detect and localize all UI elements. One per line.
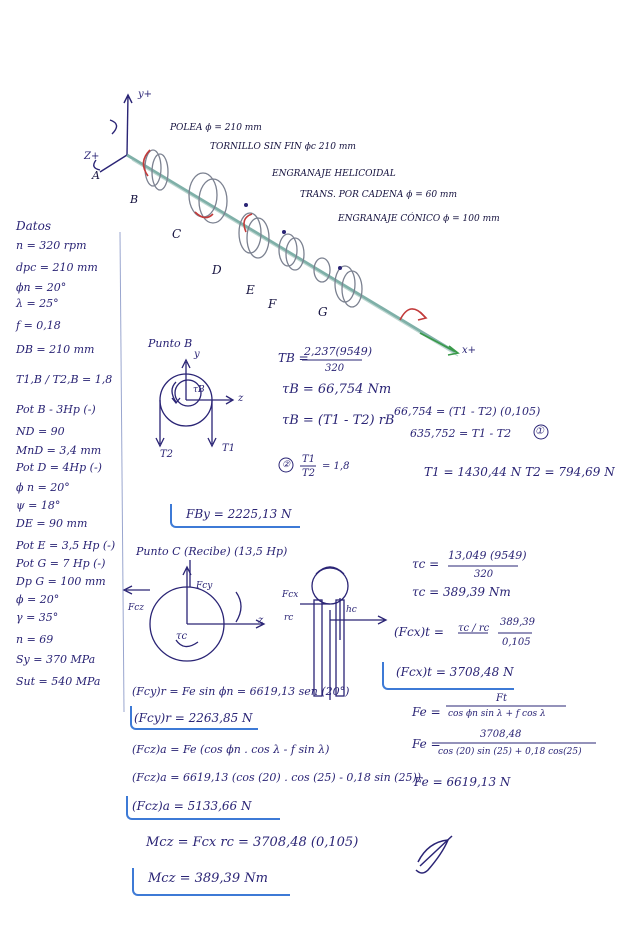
eq-tb-val: τB = 66,754 Nm <box>282 382 392 397</box>
eq-fe2-num: 3708,48 <box>480 729 522 740</box>
label-a: A <box>92 169 100 182</box>
point-c-figure-right <box>300 567 386 700</box>
eq-fcx-den: 0,105 <box>502 637 531 648</box>
datos-item: Pot G = 7 Hp (-) <box>16 557 106 570</box>
datos-item: Sy = 370 MPa <box>16 653 96 666</box>
eq-tb-num: 2,237(9549) <box>304 345 373 358</box>
chain-label: TRANS. POR CADENA ϕ = 60 mm <box>300 190 457 200</box>
b-fig-t2: T2 <box>160 449 174 460</box>
c-fig-hc: hc <box>346 605 357 615</box>
datos-item: Sut = 540 MPa <box>16 675 101 688</box>
eq-tb-lhs: TB = <box>278 351 309 365</box>
point-b-title: Punto B <box>148 337 193 350</box>
b-fig-tb: τB <box>193 385 205 395</box>
output-torque-arrow <box>400 309 424 320</box>
datos-item: Pot E = 3,5 Hp (-) <box>16 539 116 552</box>
datos-item: f = 0,18 <box>16 319 61 332</box>
eq-fe-val: Fe = 6619,13 N <box>414 775 511 789</box>
point-c-figure-left <box>124 560 264 661</box>
point-b-figure <box>156 360 233 446</box>
eq-diff: 635,752 = T1 - T2 <box>410 427 512 440</box>
datos-item: ϕ = 20° <box>16 593 60 606</box>
datos-title: Datos <box>16 219 51 233</box>
axes <box>94 95 458 356</box>
datos-item: γ = 35° <box>16 611 59 624</box>
datos-item: n = 320 rpm <box>16 239 87 252</box>
c-fig-fcz: Fcz <box>128 603 145 613</box>
label-d: D <box>212 263 222 277</box>
datos-item: Pot B - 3Hp (-) <box>16 403 96 416</box>
b-fig-y: y <box>194 349 200 360</box>
helical-label: ENGRANAJE HELICOIDAL <box>272 169 396 179</box>
eq-fcz2: (Fcz)a = 6619,13 (cos (20) . cos (25) - 0,18 sin (25)) <box>132 771 422 784</box>
label-g: G <box>318 305 328 319</box>
axis-z-line <box>100 155 127 172</box>
shaft-line <box>127 155 455 352</box>
eq-sub: 66,754 = (T1 - T2) (0,105) <box>394 405 541 418</box>
datos-item: MnD = 3,4 mm <box>16 444 102 457</box>
datos-item: T1,B / T2,B = 1,8 <box>16 373 113 386</box>
eq-fe-den: cos ϕn sin λ + f cos λ <box>448 709 546 719</box>
eq-fe2-lhs: Fe = <box>412 737 441 751</box>
b-fig-t1: T1 <box>222 443 236 454</box>
eq-tc-val: τc = 389,39 Nm <box>412 585 511 599</box>
eq-ratio-val: = 1,8 <box>322 461 350 472</box>
datos-item: dpc = 210 mm <box>16 261 98 274</box>
fby-result: FBy = 2225,13 N <box>186 507 292 521</box>
label-e: E <box>246 283 255 297</box>
worm-label: TORNILLO SIN FIN ϕc 210 mm <box>210 142 356 152</box>
c-rotation-arrow <box>236 592 241 622</box>
pulley-torque-arrow <box>143 150 150 176</box>
axis-x-line <box>420 333 456 352</box>
eq-fe-num: Ft <box>496 693 507 704</box>
eq-tb-t: τB = (T1 - T2) rB <box>282 413 395 428</box>
datos-item: DB = 210 mm <box>16 343 95 356</box>
eq-diff-mark: ① <box>535 426 544 437</box>
c-fig-fcy: Fcy <box>196 581 213 591</box>
eq-mcz1: Mcz = Fcx rc = 3708,48 (0,105) <box>146 835 359 850</box>
datos-item: n = 69 <box>16 633 54 646</box>
eq-ratio-den: T2 <box>302 468 316 479</box>
datos-item: Dp G = 100 mm <box>16 575 106 588</box>
eq-fcx-lhs: (Fcx)t = <box>394 625 444 639</box>
eq-fcx-val: (Fcx)t = 3708,48 N <box>396 665 514 679</box>
pulley-label: POLEA ϕ = 210 mm <box>170 123 262 133</box>
axis-y-line <box>127 95 128 155</box>
eq-fcz3: (Fcz)a = 5133,66 N <box>132 799 252 813</box>
c-fig-tc: τc <box>176 631 188 642</box>
eq-tc-lhs: τc = <box>412 557 440 571</box>
axis-z-label: Z+ <box>84 151 100 162</box>
datos-item: ND = 90 <box>16 425 65 438</box>
c-fig-fcx: Fcx <box>282 590 299 600</box>
eq-fcx-mid: τc / rc <box>458 623 490 634</box>
axis-y-label: y+ <box>138 89 153 100</box>
eq-fcy2: (Fcy)r = 2263,85 N <box>134 711 253 725</box>
axis-x-label: x+ <box>462 345 477 356</box>
eq-tc-den: 320 <box>474 569 494 580</box>
eq-fe-lhs: Fe = <box>412 705 441 719</box>
label-f: F <box>268 297 277 311</box>
datos-item: λ = 25° <box>16 297 59 310</box>
b-fig-z: z <box>238 393 244 404</box>
datos-item: ϕn = 20° <box>16 281 67 294</box>
label-c: C <box>172 227 182 241</box>
datos-item: ψ = 18° <box>16 499 61 512</box>
eq-tc-num: 13,049 (9549) <box>448 549 527 562</box>
eq-fcx-num: 389,39 <box>500 617 535 628</box>
eq-tb-den: 320 <box>325 363 345 374</box>
c-fig-z: z <box>258 615 264 626</box>
eq-fe2-den: cos (20) sin (25) + 0,18 cos(25) <box>438 747 582 757</box>
b-results: T1 = 1430,44 N T2 = 794,69 N <box>424 465 615 479</box>
eq-mcz2: Mcz = 389,39 Nm <box>148 871 268 886</box>
label-b: B <box>130 193 139 206</box>
point-c-title: Punto C (Recibe) (13,5 Hp) <box>136 545 288 558</box>
worm-body-left <box>314 600 322 696</box>
eq-fcy1: (Fcy)r = Fe sin ϕn = 6619,13 sen (20°) <box>132 685 350 698</box>
datos-item: Pot D = 4Hp (-) <box>16 461 102 474</box>
c-fig-rc: rc <box>284 613 294 623</box>
bevel-label: ENGRANAJE CÓNICO ϕ = 100 mm <box>338 214 500 224</box>
eq-ratio-num: T1 <box>302 454 316 465</box>
eq-ratio-mark: ② <box>282 460 291 470</box>
datos-item: ϕ n = 20° <box>16 481 70 494</box>
signature-mark <box>416 836 452 873</box>
margin-line <box>120 232 124 712</box>
datos-item: DE = 90 mm <box>16 517 88 530</box>
eq-fcz1: (Fcz)a = Fe (cos ϕn . cos λ - f sin λ) <box>132 743 330 756</box>
